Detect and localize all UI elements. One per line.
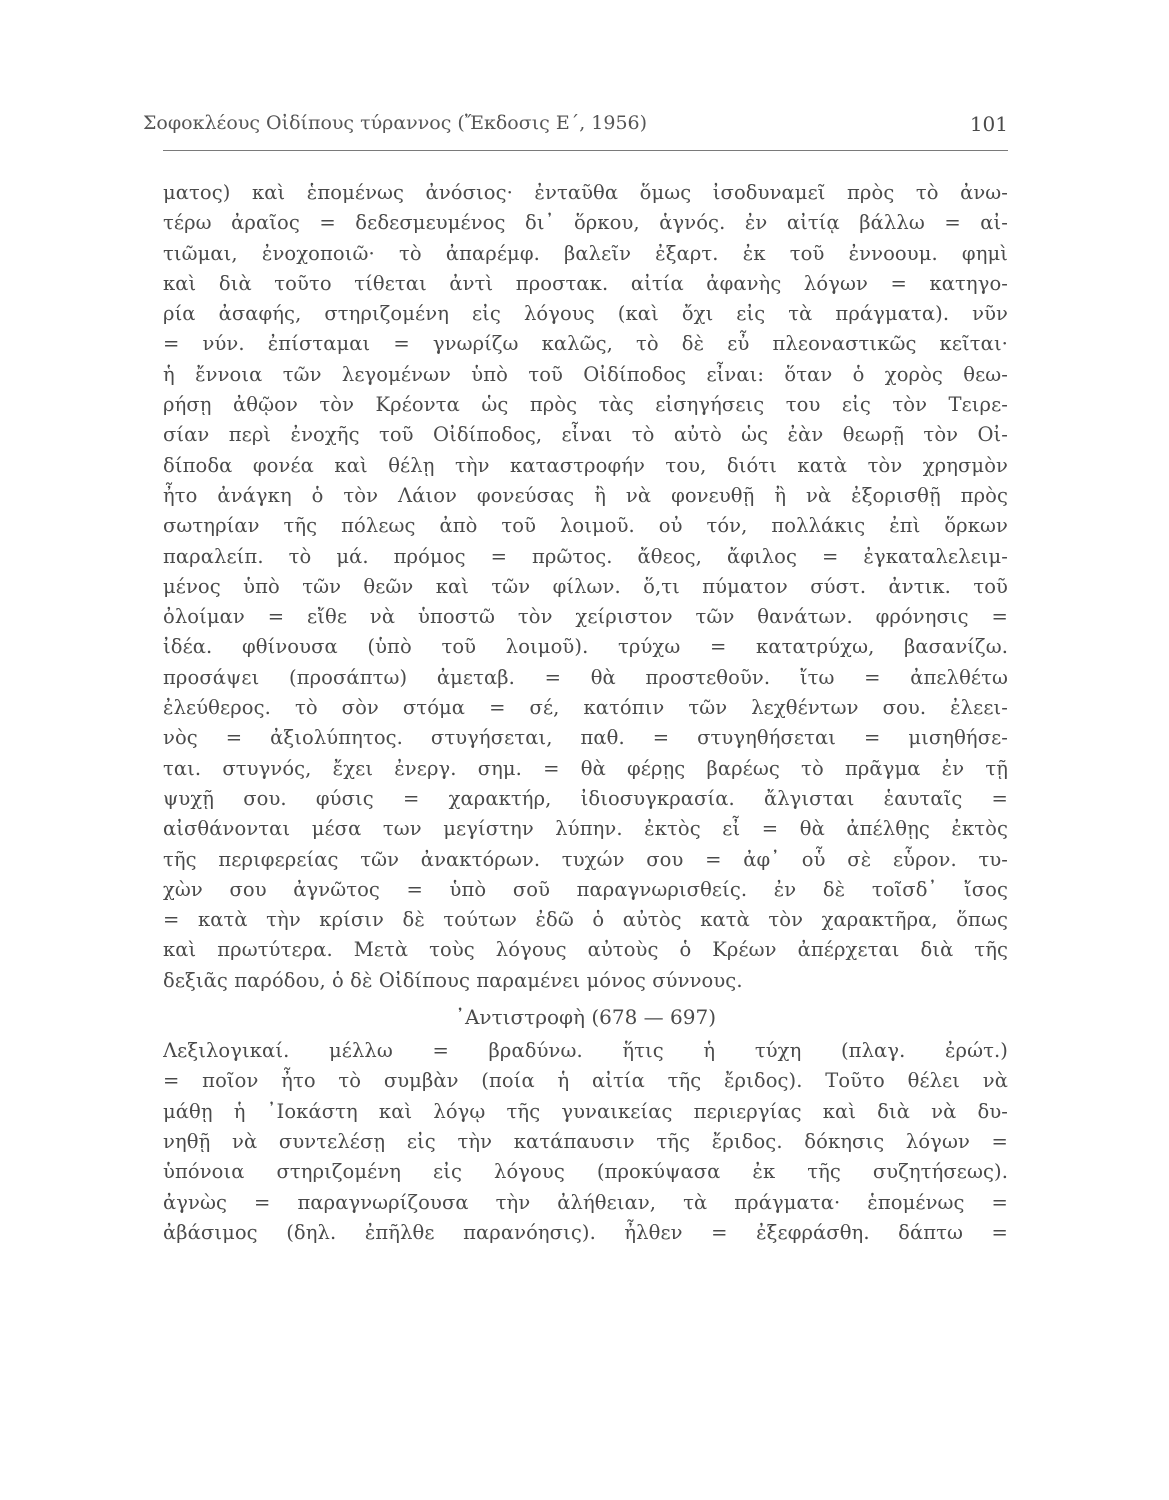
commentary-section xyxy=(163,178,1008,996)
text-line: ψυχῇ σου. φύσις = χαρακτήρ, ἰδιοσυγκρασία. ἄλγισται ἑαυταῖς = xyxy=(163,786,1008,810)
text-line: ρία ἀσαφής, στηριζομένη εἰς λόγους (καὶ ὄχι εἰς τὰ πράγματα). νῦν xyxy=(163,302,1008,326)
text-line: μένος ὑπὸ τῶν θεῶν καὶ τῶν φίλων. ὅ,τι πύματον σύστ. ἀντικ. τοῦ xyxy=(163,574,1008,598)
header-title: Σοφοκλέους Οἰδίπους τύραννος (Ἔκδοσις Ε΄, 1956) xyxy=(143,112,648,134)
text-line: ὑπόνοια στηριζομένη εἰς λόγους (προκύψασα ἐκ τῆς συζητήσεως). xyxy=(163,1160,1008,1184)
text-line: τέρω ἀραῖος = δεδεσμευμένος δι᾽ ὅρκου, ἁγνός. ἐν αἰτίᾳ βάλλω = αἰ- xyxy=(163,211,1008,235)
text-line: νὸς = ἀξιολύπητος. στυγήσεται, παθ. = στυγηθήσεται = μισηθήσε- xyxy=(163,726,1008,750)
text-line: αἰσθάνονται μέσα των μεγίστην λύπην. ἐκτὸς εἶ = θὰ ἀπέλθῃς ἐκτὸς xyxy=(163,817,1008,841)
text-line: ἰδέα. φθίνουσα (ὑπὸ τοῦ λοιμοῦ). τρύχω = κατατρύχω, βασανίζω. xyxy=(163,635,1008,659)
text-line: ἀγνὼς = παραγνωρίζουσα τὴν ἀλήθειαν, τὰ πράγματα· ἑπομένως = xyxy=(163,1190,1008,1214)
text-line: ματος) καὶ ἑπομένως ἀνόσιος· ἐνταῦθα ὅμως ἰσοδυναμεῖ πρὸς τὸ ἀνω- xyxy=(163,181,1008,204)
text-line: ἐλεύθερος. τὸ σὸν στόμα = σέ, κατόπιν τῶν λεχθέντων σου. ἐλεει- xyxy=(163,696,1008,720)
text-line: τιῶμαι, ἐνοχοποιῶ· τὸ ἀπαρέμφ. βαλεῖν ἐξαρτ. ἐκ τοῦ ἐννοουμ. φημὶ xyxy=(163,241,1008,265)
text-line: μάθῃ ἡ ᾿Ιοκάστη καὶ λόγῳ τῆς γυναικείας περιεργίας καὶ διὰ νὰ δυ- xyxy=(163,1099,1008,1123)
text-line: δίποδα φονέα καὶ θέλῃ τὴν καταστροφήν του, διότι κατὰ τὸν χρησμὸν xyxy=(163,453,1008,477)
text-line: ἡ ἔννοια τῶν λεγομένων ὑπὸ τοῦ Οἰδίποδος εἶναι: ὅταν ὁ χορὸς θεω- xyxy=(163,362,1008,386)
section-heading: ᾿Αντιστροφὴ (678 — 697) xyxy=(454,1005,717,1030)
text-line: = ποῖον ἦτο τὸ συμβὰν (ποία ἡ αἰτία τῆς ἔριδος). Τοῦτο θέλει νὰ xyxy=(163,1069,1008,1093)
text-line: παραλείπ. τὸ μά. πρόμος = πρῶτος. ἄθεος, ἄφιλος = ἐγκαταλελειμ- xyxy=(163,544,1008,568)
text-line: δεξιᾶς παρόδου, ὁ δὲ Οἰδίπους παραμένει μόνος σύννους. xyxy=(163,968,743,992)
page-number: 101 xyxy=(969,112,1008,136)
text-line: ἦτο ἀνάγκη ὁ τὸν Λάιον φονεύσας ἢ νὰ φονευθῇ ἢ νὰ ἐξορισθῇ πρὸς xyxy=(163,483,1008,507)
text-line: προσάψει (προσάπτω) ἀμεταβ. = θὰ προστεθοῦν. ἴτω = ἀπελθέτω xyxy=(163,665,1008,689)
text-line: νηθῇ νὰ συντελέσῃ εἰς τὴν κατάπαυσιν τῆς ἔριδος. δόκησις λόγων = xyxy=(163,1129,1008,1153)
vocabulary-section xyxy=(163,1036,1008,1248)
text-line: σίαν περὶ ἐνοχῆς τοῦ Οἰδίποδος, εἶναι τὸ αὐτὸ ὡς ἐὰν θεωρῇ τὸν Οἰ- xyxy=(163,423,1008,447)
book-page xyxy=(143,100,1008,1460)
text-line: ἀβάσιμος (δηλ. ἐπῆλθε παρανόησις). ἦλθεν = ἐξεφράσθη. δάπτω = xyxy=(163,1220,1008,1244)
text-line: καὶ διὰ τοῦτο τίθεται ἀντὶ προστακ. αἰτία ἀφανὴς λόγων = κατηγο- xyxy=(163,271,1008,295)
text-line: τῆς περιφερείας τῶν ἀνακτόρων. τυχών σου = ἀφ᾽ οὗ σὲ εὗρον. τυ- xyxy=(163,847,1008,871)
text-line: ται. στυγνός, ἔχει ἐνεργ. σημ. = θὰ φέρῃς βαρέως τὸ πρᾶγμα ἐν τῇ xyxy=(163,756,1008,780)
text-line: Λεξιλογικαί. μέλλω = βραδύνω. ἥτις ἡ τύχη (πλαγ. ἐρώτ.) xyxy=(163,1039,1008,1063)
running-header xyxy=(143,100,1008,151)
text-line: σωτηρίαν τῆς πόλεως ἀπὸ τοῦ λοιμοῦ. οὐ τόν, πολλάκις ἐπὶ ὅρκων xyxy=(163,514,1008,538)
text-line: = νύν. ἐπίσταμαι = γνωρίζω καλῶς, τὸ δὲ εὖ πλεοναστικῶς κεῖται· xyxy=(163,332,1008,356)
page-body xyxy=(163,178,1008,1248)
text-line: ὀλοίμαν = εἴθε νὰ ὑποστῶ τὸν χείριστον τῶν θανάτων. φρόνησις = xyxy=(163,605,1008,629)
text-line: ρήσῃ ἀθῷον τὸν Κρέοντα ὡς πρὸς τὰς εἰσηγήσεις του εἰς τὸν Τειρε- xyxy=(163,393,1008,417)
text-line: = κατὰ τὴν κρίσιν δὲ τούτων ἐδῶ ὁ αὐτὸς κατὰ τὸν χαρακτῆρα, ὅπως xyxy=(163,908,1008,932)
text-line: χὼν σου ἀγνῶτος = ὑπὸ σοῦ παραγνωρισθείς. ἐν δὲ τοῖσδ᾽ ἴσος xyxy=(163,877,1008,901)
text-line: καὶ πρωτύτερα. Μετὰ τοὺς λόγους αὐτοὺς ὁ Κρέων ἀπέρχεται διὰ τῆς xyxy=(163,938,1008,962)
